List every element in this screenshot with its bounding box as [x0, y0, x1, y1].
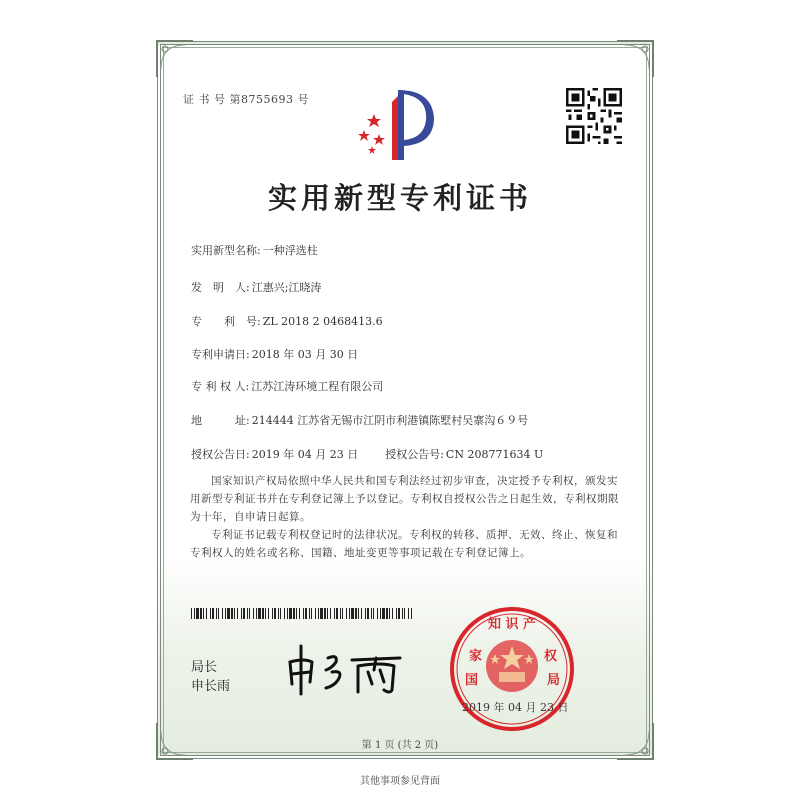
barcode-bar	[196, 608, 199, 619]
paragraph-legal-status: 专利证书记载专利权登记时的法律状况。专利权的转移、质押、无效、终止、恢复和专利权人的姓名或名称、国籍、地址变更等事项记载在专利登记簿上。	[190, 529, 618, 559]
field-inventor	[191, 279, 321, 295]
barcode-bar	[371, 608, 372, 619]
barcode-bar	[346, 608, 347, 619]
barcode-bar	[284, 608, 285, 619]
barcode-bar	[382, 608, 385, 619]
barcode-bar	[408, 608, 409, 619]
field-label: 专 利 权 人:	[191, 380, 250, 393]
svg-text:局: 局	[547, 673, 561, 688]
barcode-bar	[287, 608, 288, 619]
field-value: 2019 年 04 月 23 日	[251, 448, 359, 461]
barcode-bar	[253, 608, 254, 619]
barcode-bar	[274, 608, 276, 619]
barcode-bar	[303, 608, 304, 619]
barcode-bar	[361, 608, 362, 619]
field-label: 地 址:	[191, 414, 250, 427]
field-application-date	[191, 346, 358, 362]
barcode-bar	[227, 608, 230, 619]
svg-text:国: 国	[465, 673, 479, 688]
barcode-bar	[311, 608, 312, 619]
barcode-bar	[396, 608, 397, 619]
barcode-bar	[392, 608, 393, 619]
barcode-bar	[206, 608, 207, 619]
field-label: 专利申请日:	[191, 348, 250, 361]
field-value: CN 208771634 U	[445, 448, 544, 461]
svg-text:家: 家	[469, 649, 483, 664]
field-address	[191, 412, 528, 428]
barcode-bar	[293, 608, 295, 619]
barcode-bar	[355, 608, 357, 619]
bureau-chief-name: 申长雨	[191, 679, 231, 694]
barcode-bar	[411, 608, 412, 619]
field-label: 授权公告号:	[385, 448, 444, 461]
bureau-chief-title: 局长	[191, 660, 218, 675]
barcode-bar	[320, 608, 323, 619]
barcode-bar	[358, 608, 359, 619]
barcode-bar	[191, 608, 192, 619]
signature-icon	[282, 640, 412, 700]
barcode-bar	[351, 608, 354, 619]
barcode-bar	[272, 608, 273, 619]
barcode-bar	[278, 608, 279, 619]
field-label: 发 明 人:	[191, 281, 250, 294]
barcode-bar	[386, 608, 388, 619]
barcode-bar	[367, 608, 369, 619]
barcode-bar	[289, 608, 292, 619]
barcode-bar	[243, 608, 245, 619]
barcode-bar	[234, 608, 235, 619]
barcode-bar	[210, 608, 211, 619]
qr-code-icon	[566, 88, 622, 144]
seal-text: 知 识 产	[487, 617, 537, 632]
field-value: 一种浮选柱	[262, 244, 318, 257]
barcode-bar	[218, 608, 219, 619]
field-patentee	[191, 378, 383, 394]
barcode-bar	[256, 608, 257, 619]
corner-ornament-icon	[615, 39, 655, 79]
barcode-bar	[299, 608, 300, 619]
barcode-bar	[194, 608, 195, 619]
barcode-bar	[318, 608, 319, 619]
field-value: 江惠兴;江晓涛	[251, 281, 322, 294]
seal-date: 2019 年 04 月 23 日	[462, 701, 569, 714]
barcode-bar	[247, 608, 248, 619]
barcode-bar	[315, 608, 316, 619]
barcode-bar	[365, 608, 366, 619]
barcode-bar	[373, 608, 374, 619]
certificate-title: 实用新型专利证书	[267, 181, 532, 215]
field-label: 授权公告日:	[191, 448, 250, 461]
barcode-bar	[258, 608, 261, 619]
page-number: 第 1 页 (共 2 页)	[361, 740, 439, 751]
barcode-bar	[334, 608, 335, 619]
barcode-icon	[191, 608, 413, 619]
barcode-bar	[398, 608, 400, 619]
barcode-bar	[342, 608, 343, 619]
cnipa-logo-icon	[352, 84, 442, 164]
barcode-bar	[203, 608, 204, 619]
barcode-bar	[265, 608, 266, 619]
field-value: ZL 2018 2 0468413.6	[262, 315, 383, 328]
barcode-bar	[380, 608, 381, 619]
barcode-bar	[377, 608, 378, 619]
barcode-bar	[231, 608, 233, 619]
barcode-bar	[296, 608, 297, 619]
barcode-bar	[216, 608, 217, 619]
barcode-bar	[327, 608, 328, 619]
barcode-bar	[222, 608, 223, 619]
barcode-bar	[249, 608, 250, 619]
paragraph-grant: 国家知识产权局依照中华人民共和国专利法经过初步审查，决定授予专利权，颁发实用新型专利证书并在专利登记簿上予以登记。专利权自授权公告之日起生效，专利权期限为十年，自申请日起算。	[190, 475, 619, 523]
barcode-bar	[225, 608, 226, 619]
field-label: 专 利 号:	[191, 315, 261, 328]
corner-ornament-icon	[155, 39, 195, 79]
field-value: 江苏江涛环境工程有限公司	[251, 380, 384, 393]
barcode-bar	[262, 608, 264, 619]
barcode-bar	[404, 608, 405, 619]
barcode-bar	[330, 608, 331, 619]
field-label: 实用新型名称:	[191, 244, 261, 257]
barcode-bar	[336, 608, 338, 619]
barcode-bar	[309, 608, 310, 619]
barcode-bar	[340, 608, 341, 619]
barcode-bar	[200, 608, 202, 619]
barcode-bar	[305, 608, 307, 619]
barcode-bar	[324, 608, 326, 619]
field-announcement	[191, 446, 543, 462]
barcode-bar	[237, 608, 238, 619]
field-value: 214444 江苏省无锡市江阴市利港镇陈墅村吴寨沟６９号	[251, 414, 529, 427]
field-utility-model-name	[191, 242, 318, 258]
barcode-bar	[241, 608, 242, 619]
barcode-bar	[212, 608, 214, 619]
barcode-bar	[389, 608, 390, 619]
certificate-number: 证 书 号 第8755693 号	[183, 93, 309, 106]
barcode-bar	[402, 608, 403, 619]
barcode-bar	[268, 608, 269, 619]
svg-text:权: 权	[544, 649, 558, 664]
field-patent-number	[191, 313, 383, 329]
barcode-bar	[349, 608, 350, 619]
footer-note: 其他事项参见背面	[360, 776, 440, 787]
field-value: 2018 年 03 月 30 日	[251, 348, 359, 361]
barcode-bar	[280, 608, 281, 619]
